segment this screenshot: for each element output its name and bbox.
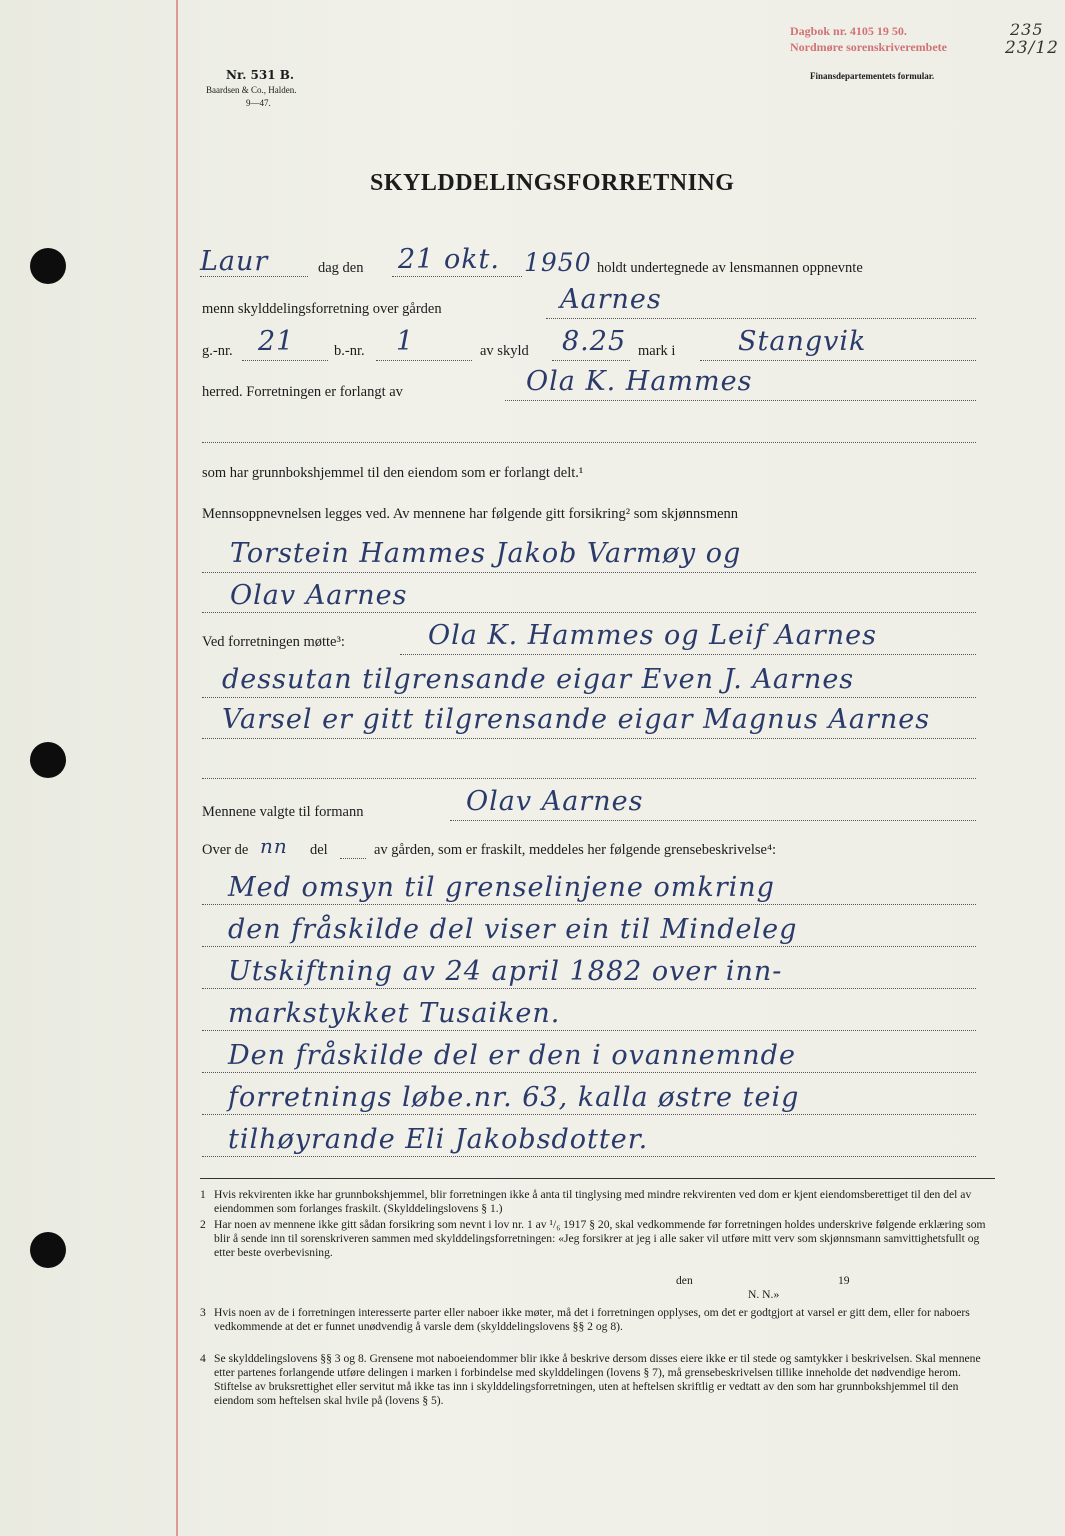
present-line3: Varsel er gitt tilgrensande eigar Magnus Aarnes	[222, 704, 931, 735]
over-label-c: av gården, som er fraskilt, meddeles her følgende grensebeskrivelse⁴:	[374, 842, 777, 858]
description-line3: Utskiftning av 24 april 1882 over inn-	[228, 956, 783, 987]
red-margin-line	[176, 0, 178, 1536]
mark-label: mark i	[638, 343, 676, 359]
sworn-men-line2: Olav Aarnes	[230, 580, 408, 611]
footnote-2-den: den	[676, 1274, 693, 1287]
dag-label: dag den	[318, 260, 364, 276]
footnote-divider	[200, 1178, 995, 1179]
footnote-2-signature: N. N.»	[748, 1288, 780, 1301]
court-stamp: Nordmøre sorenskriverembete	[790, 40, 947, 54]
description-line6: forretnings løbe.nr. 63, kalla østre teig	[228, 1082, 800, 1113]
over-suffix-handwritten: nn	[260, 834, 288, 858]
description-line7: tilhøyrande Eli Jakobsdotter.	[228, 1124, 649, 1155]
farm-handwritten: Aarnes	[560, 284, 662, 315]
over-label-b: del	[310, 842, 328, 858]
print-date: 9—47.	[246, 98, 271, 108]
gnr-handwritten: 21	[258, 326, 295, 357]
footnote-3: 3 Hvis noen av de i forretningen interesserte parter eller naboer ikke møter, må det i forretningen opplyses, om det er godtgjort at varsel er gitt dem, eller for naboers vedkommende at det er funnet unødvendig å varsle dem (skylddelingslovens §§ 2 og 8).	[200, 1306, 970, 1333]
mote-label: Ved forretningen møtte³:	[202, 634, 345, 650]
footnote-2-year: 19	[838, 1274, 850, 1287]
forlangt-label: herred. Forretningen er forlangt av	[202, 384, 403, 400]
footnote-2: 2 Har noen av mennene ikke gitt sådan forsikring som nevnt i lov nr. 1 av ¹/₆ 1917 § 20, skal vedkommende før forretningen holdes underskrive følgende erklæring som blir å sende inn til sorenskriveren sammen med skylddelingsforretningen: «Jeg forsikrer at jeg i alle saker vil utføre mitt verv som skjønnsmann samvittighetsfullt og etter beste overbevisning.	[200, 1218, 986, 1259]
publisher: Baardsen & Co., Halden.	[206, 85, 297, 95]
punch-hole	[30, 1232, 66, 1268]
skylddeling-label: menn skylddelingsforretning over gården	[202, 301, 442, 317]
holdt-label: holdt undertegnede av lensmannen oppnevnte	[597, 260, 863, 276]
footnote-4: 4 Se skylddelingslovens §§ 3 og 8. Grensene mot naboeiendommer blir ikke å beskrive dersom disses eiere ikke er til stede og samtykker i beskrivelsen. Skal mennene etter partenes forlangende utføre delingen i marken i forbindelse med skylddelingen (lovens § 7), må grensebeskrivelsen tillike inneholde det nødvendige herom. Stiftelse av bruksrettighet eller servitut må ikke tas inn i skylddelingsforretningen, uten at heftelsen skriftlig er vedtatt av den som har grunnbokshjemmel til den eiendom som heftelsen skal hvile på (lovens § 5).	[200, 1352, 981, 1407]
gnr-label: g.-nr.	[202, 343, 233, 359]
formann-label: Mennene valgte til formann	[202, 804, 364, 820]
date-handwritten: 21 okt.	[398, 244, 500, 275]
bnr-label: b.-nr.	[334, 343, 365, 359]
sworn-men-line1: Torstein Hammes Jakob Varmøy og	[230, 538, 742, 569]
document-title: SKYLDDELINGSFORRETNING	[370, 170, 735, 196]
punch-hole	[30, 248, 66, 284]
description-line2: den fråskilde del viser ein til Mindeleg	[228, 914, 798, 945]
grunnbok-label: som har grunnbokshjemmel til den eiendom som er forlangt delt.¹	[202, 465, 584, 481]
stamp-annotation: 23/12	[1005, 38, 1059, 58]
herred-handwritten: Stangvik	[738, 326, 867, 357]
form-number: Nr. 531 B.	[226, 68, 295, 82]
present-line2: dessutan tilgrensande eigar Even J. Aarnes	[222, 664, 855, 695]
description-line4: markstykket Tusaiken.	[228, 998, 561, 1029]
over-label-a: Over de	[202, 842, 249, 858]
chairman-handwritten: Olav Aarnes	[466, 786, 644, 817]
requester-handwritten: Ola K. Hammes	[526, 366, 753, 397]
skyld-handwritten: 8.25	[562, 326, 627, 357]
skyld-label: av skyld	[480, 343, 529, 359]
page-number: 235	[1010, 20, 1044, 39]
year-handwritten: 1950	[524, 248, 592, 277]
ministry-form: Finansdepartementets formular.	[810, 71, 935, 81]
present-line1: Ola K. Hammes og Leif Aarnes	[428, 620, 878, 651]
punch-hole	[30, 742, 66, 778]
description-line5: Den fråskilde del er den i ovannemnde	[228, 1040, 796, 1071]
weekday-handwritten: Laur	[200, 246, 269, 277]
oppnevnelse-label: Mennsoppnevnelsen legges ved. Av mennene har følgende gitt forsikring² som skjønnsmenn	[202, 506, 739, 522]
bnr-handwritten: 1	[396, 326, 415, 357]
footnote-1: 1 Hvis rekvirenten ikke har grunnbokshjemmel, blir forretningen ikke å anta til tinglysing med mindre rekvirenten ved dom er kjent eiendomsberettiget til den del av eiendommen som forlanges fraskilt. (Skylddelingslovens § 1.)	[200, 1188, 972, 1215]
description-line1: Med omsyn til grenselinjene omkring	[228, 872, 775, 903]
journal-stamp: Dagbok nr. 4105 19 50.	[790, 24, 907, 38]
